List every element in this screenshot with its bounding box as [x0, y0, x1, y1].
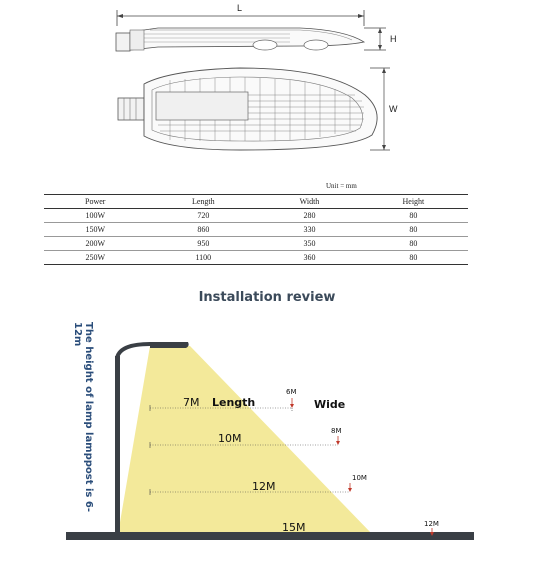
height-label-8m: 8M [331, 427, 342, 435]
length-label-12m: 12M [252, 480, 276, 493]
table-cell: 360 [260, 251, 359, 265]
table-cell: 330 [260, 223, 359, 237]
width-dimension-label: W [389, 104, 398, 114]
table-cell: 250W [44, 251, 147, 265]
column-header: Width [260, 195, 359, 209]
table-cell: 80 [359, 237, 468, 251]
height-dimension-label: H [390, 34, 397, 44]
table-cell: 1100 [147, 251, 261, 265]
column-header: Power [44, 195, 147, 209]
column-header: Length [147, 195, 261, 209]
length-label-15m: 15M [282, 521, 306, 534]
lamp-pole [115, 356, 120, 534]
length-label-10m: 10M [218, 432, 242, 445]
unit-note: Unit = mm [326, 182, 357, 190]
height-label-12m: 12M [424, 520, 439, 528]
table-cell: 720 [147, 209, 261, 223]
lamppost-height-note: The height of lamp lamppost is 6-12m [72, 322, 94, 512]
table-cell: 200W [44, 237, 147, 251]
height-label-6m: 6M [286, 388, 297, 396]
lamp-head [150, 342, 189, 348]
wide-marker-8m [336, 436, 340, 445]
light-cone [118, 346, 372, 534]
height-label-10m: 10M [352, 474, 367, 482]
installation-title: Installation review [198, 290, 336, 305]
table-cell: 150W [44, 223, 147, 237]
column-header: Height [359, 195, 468, 209]
wide-word: Wide [314, 398, 346, 411]
table-cell: 80 [359, 223, 468, 237]
length-word: Length [212, 396, 256, 409]
table-cell: 860 [147, 223, 261, 237]
table-cell: 350 [260, 237, 359, 251]
length-label-7m: 7M [183, 396, 200, 409]
wide-marker-10m [348, 483, 352, 492]
table-cell: 950 [147, 237, 261, 251]
table-cell: 80 [359, 209, 468, 223]
length-dimension-label: L [237, 3, 243, 13]
ground-right [368, 532, 474, 540]
table-cell: 80 [359, 251, 468, 265]
ground-left [66, 532, 372, 540]
table-cell: 100W [44, 209, 147, 223]
table-cell: 280 [260, 209, 359, 223]
wide-marker-6m [290, 398, 294, 412]
